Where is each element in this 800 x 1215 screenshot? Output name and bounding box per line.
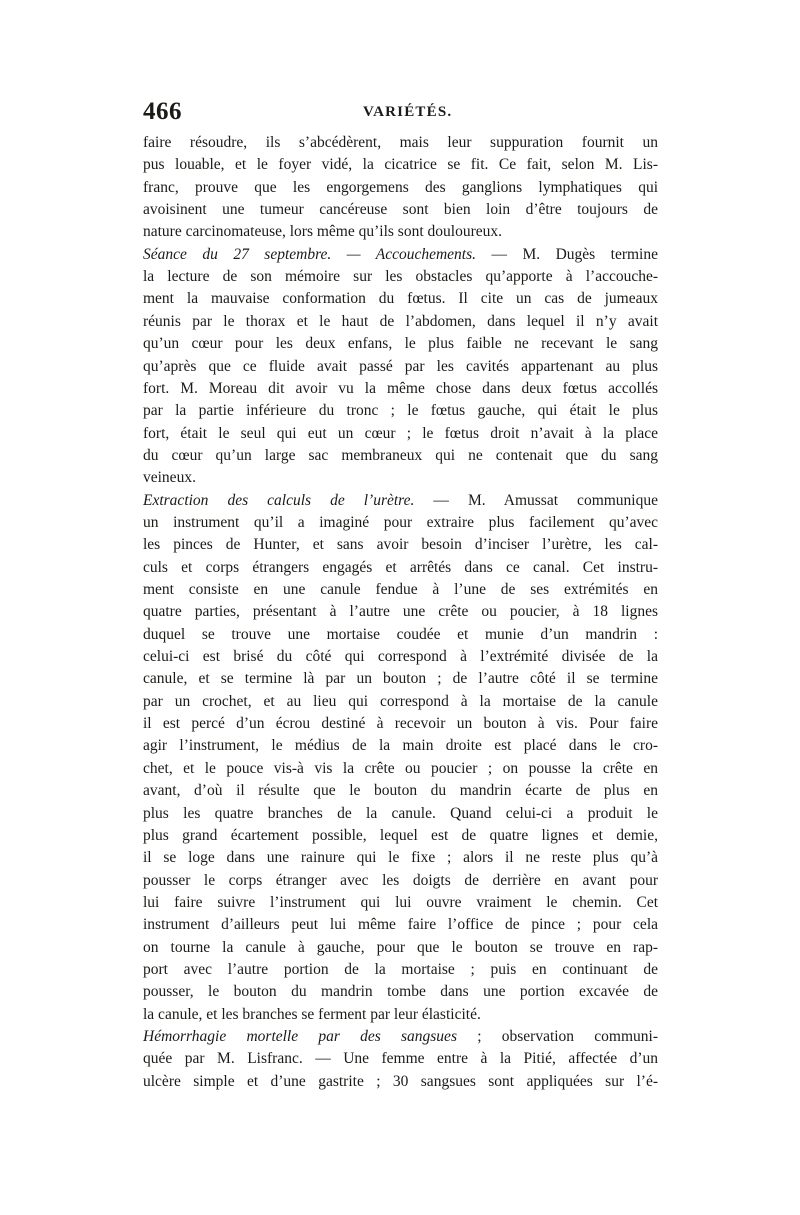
- text-line: [143, 132, 658, 154]
- text-line: [143, 579, 658, 601]
- text-span: par la partie inférieure du tronc ; le fœtus gauche, qui était le plus: [143, 402, 658, 420]
- text-span: ment la mauvaise conformation du fœtus. Il cite un cas de jumeaux: [143, 290, 658, 308]
- text-span: chet, et le pouce vis-à vis la crête ou poucier ; on pousse la crête en: [143, 759, 658, 777]
- text-line: [143, 780, 658, 802]
- text-span: franc, prouve que les engorgemens des ganglions lymphatiques qui: [143, 178, 658, 196]
- text-line: [143, 423, 658, 445]
- text-span: la canule, et les branches se ferment par leur élasticité.: [143, 1005, 481, 1023]
- text-line: [143, 892, 658, 914]
- text-span: on tourne la canule à gauche, pour que le bouton se trouve en rap-: [143, 938, 658, 956]
- text-line: [143, 177, 658, 199]
- text-span: — M. Dugès termine: [476, 245, 658, 263]
- italic-text: Hémorrhagie mortelle par des sangsues: [143, 1028, 457, 1045]
- text-span: — M. Amussat communique: [414, 491, 658, 509]
- text-line: [143, 870, 658, 892]
- text-span: un instrument qu’il a imaginé pour extraire plus facilement qu’avec: [143, 513, 658, 531]
- italic-text: Extraction des calculs de l’urètre.: [143, 491, 415, 509]
- text-line: [143, 1071, 658, 1093]
- text-span: plus grand écartement possible, lequel est de quatre lignes et demie,: [143, 826, 658, 844]
- text-span: qu’un cœur pour les deux enfans, le plus faible ne recevant le sang: [143, 335, 658, 353]
- text-line: [143, 311, 658, 333]
- text-line: [143, 1004, 658, 1026]
- text-span: nature carcinomateuse, lors même qu’ils sont douloureux.: [143, 223, 502, 241]
- text-span: agir l’instrument, le médius de la main droite est placé dans le cro-: [143, 737, 658, 755]
- text-line: [143, 400, 658, 422]
- text-line: [143, 803, 658, 825]
- text-span: ulcère simple et d’une gastrite ; 30 sangsues sont appliquées sur l’é-: [143, 1072, 658, 1090]
- text-line: [143, 959, 658, 981]
- text-span: ; observation communi-: [456, 1028, 658, 1045]
- text-span: celui-ci est brisé du côté qui correspond à l’extrémité divisée de la: [143, 648, 658, 666]
- text-span: ment consiste en une canule fendue à l’une de ses extrémités en: [143, 581, 658, 598]
- text-line: [143, 758, 658, 780]
- text-span: quatre parties, présentant à l’autre une crête ou poucier, à 18 lignes: [143, 603, 658, 621]
- page-number: 466: [143, 98, 182, 125]
- text-span: réunis par le thorax et le haut de l’abdomen, dans lequel il n’y avait: [143, 312, 658, 330]
- text-line: [143, 914, 658, 936]
- text-line: [143, 624, 658, 646]
- text-line: [143, 199, 658, 221]
- text-span: il est percé d’un écrou destiné à recevoir un bouton à vis. Pour faire: [143, 715, 658, 733]
- text-span: avant, d’où il résulte que le bouton du mandrin écarte de plus en: [143, 782, 658, 800]
- text-span: fort. M. Moreau dit avoir vu la même chose dans deux fœtus accollés: [143, 379, 658, 397]
- text-line: [143, 557, 658, 579]
- text-line: [143, 981, 658, 1003]
- text-line: [143, 333, 658, 355]
- text-span: du cœur qu’un large sac membraneux qui ne contenait que du sang: [143, 446, 658, 464]
- text-line: [143, 825, 658, 847]
- text-span: instrument d’ailleurs peut lui même faire l’office de pince ; pour cela: [143, 916, 658, 934]
- text-span: les pinces de Hunter, et sans avoir besoin d’inciser l’urètre, les cal-: [143, 536, 658, 554]
- text-line: [143, 847, 658, 869]
- text-line: [143, 378, 658, 400]
- text-span: fort, était le seul qui eut un cœur ; le fœtus droit n’avait à la place: [143, 424, 658, 442]
- text-line: [143, 646, 658, 668]
- text-line: [143, 288, 658, 310]
- text-line: [143, 601, 658, 623]
- text-span: par un crochet, et au lieu qui correspond à la mortaise de la canule: [143, 692, 658, 710]
- text-line: [143, 512, 658, 534]
- text-span: duquel se trouve une mortaise coudée et munie d’un mandrin :: [143, 625, 658, 643]
- text-line: [143, 1026, 658, 1048]
- text-span: culs et corps étrangers engagés et arrêtés dans ce canal. Cet instru-: [143, 558, 658, 576]
- text-line: [143, 713, 658, 735]
- text-line: [143, 244, 658, 266]
- running-head: VARIÉTÉS.: [363, 104, 453, 120]
- text-line: [143, 1048, 658, 1070]
- text-span: la lecture de son mémoire sur les obstacles qu’apporte à l’accouche-: [143, 268, 658, 286]
- text-span: pousser le corps étranger avec les doigts de derrière en avant pour: [143, 871, 658, 889]
- text-span: plus les quatre branches de la canule. Quand celui-ci a produit le: [143, 804, 658, 822]
- text-line: [143, 691, 658, 713]
- text-span: faire résoudre, ils s’abcédèrent, mais leur suppuration fournit un: [143, 134, 658, 151]
- text-span: pus louable, et le foyer vidé, la cicatrice se fit. Ce fait, selon M. Lis-: [143, 156, 658, 174]
- text-span: port avec l’autre portion de la mortaise ; puis en continuant de: [143, 960, 658, 978]
- text-line: [143, 490, 658, 512]
- text-line: [143, 668, 658, 690]
- page-header: [143, 98, 658, 128]
- text-span: il se loge dans une rainure qui le fixe ; alors il ne reste plus qu’à: [143, 849, 658, 867]
- text-line: [143, 266, 658, 288]
- text-line: [143, 356, 658, 378]
- text-span: pousser, le bouton du mandrin tombe dans une portion excavée de: [143, 983, 658, 1001]
- text-line: [143, 534, 658, 556]
- text-span: lui faire suivre l’instrument qui lui ouvre vraiment le chemin. Cet: [143, 893, 658, 911]
- text-line: [143, 467, 658, 489]
- text-span: veineux.: [143, 469, 196, 487]
- text-line: [143, 154, 658, 176]
- italic-text: Séance du 27 septembre. — Accouchements.: [143, 245, 477, 263]
- text-line: [143, 221, 658, 243]
- text-line: [143, 735, 658, 757]
- text-span: qu’après que ce fluide avait passé par les cavités appartenant au plus: [143, 357, 658, 375]
- text-line: [143, 445, 658, 467]
- text-span: quée par M. Lisfranc. — Une femme entre à la Pitié, affectée d’un: [143, 1050, 658, 1068]
- text-line: [143, 937, 658, 959]
- text-span: canule, et se termine là par un bouton ; de l’autre côté il se termine: [143, 670, 658, 688]
- text-span: avoisinent une tumeur cancéreuse sont bien loin d’être toujours de: [143, 201, 658, 219]
